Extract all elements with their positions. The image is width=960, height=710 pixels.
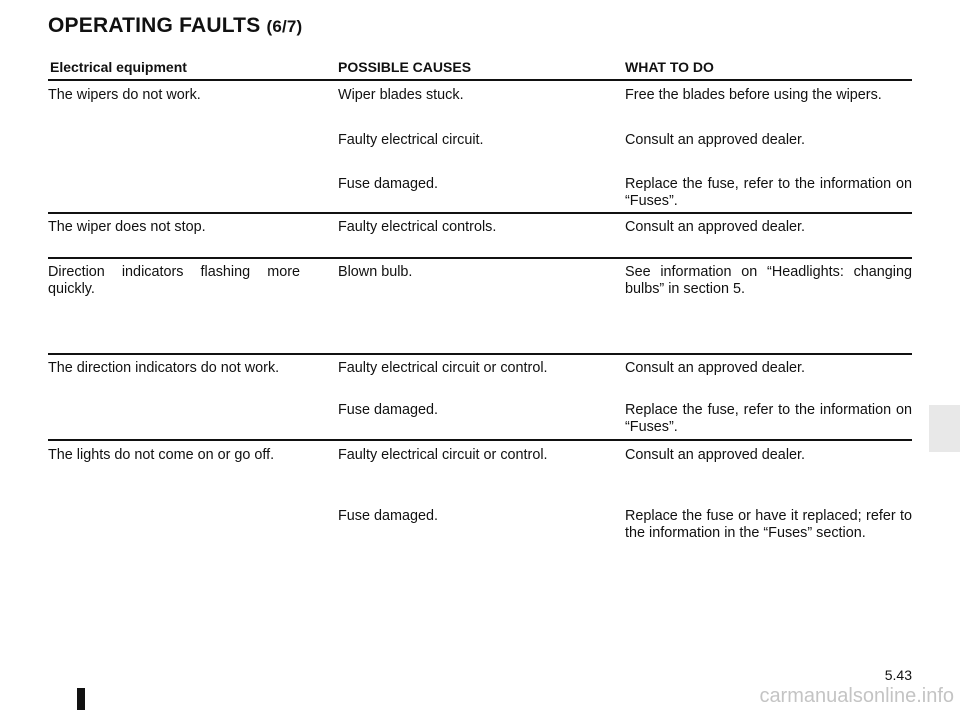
cause-cell: Faulty electrical circuit or control. (338, 360, 548, 376)
cause-cell: Faulty electrical controls. (338, 219, 497, 235)
table-row (48, 257, 912, 354)
equipment-cell: The wipers do not work. (48, 87, 201, 103)
page-title-text: OPERATING FAULTS (48, 14, 261, 37)
column-header-equipment: Electrical equipment (50, 59, 187, 75)
table-row (48, 353, 912, 440)
action-cell: Replace the fuse or have it replaced; refer to the information in the “Fuses” section. (625, 508, 912, 541)
cause-cell: Wiper blades stuck. (338, 87, 464, 103)
column-header-causes: POSSIBLE CAUSES (338, 59, 472, 75)
action-cell: Consult an approved dealer. (625, 360, 806, 376)
cause-cell: Fuse damaged. (338, 402, 438, 418)
action-cell: Consult an approved dealer. (625, 219, 806, 235)
action-cell: Replace the fuse, refer to the information on “Fuses”. (625, 176, 912, 209)
page-number: 5.43 (884, 667, 912, 683)
section-thumb-tab (929, 405, 960, 452)
equipment-cell: The direction indicators do not work. (48, 360, 280, 376)
column-header-actions: WHAT TO DO (625, 59, 714, 75)
table-row (48, 212, 912, 258)
equipment-cell: The lights do not come on or go off. (48, 447, 275, 463)
cause-cell: Fuse damaged. (338, 176, 438, 192)
page-part: (6/7) (266, 17, 303, 36)
cause-cell: Faulty electrical circuit or control. (338, 447, 548, 463)
cause-cell: Blown bulb. (338, 264, 413, 280)
page-title (48, 14, 302, 38)
action-cell: Consult an approved dealer. (625, 132, 806, 148)
equipment-cell: The wiper does not stop. (48, 219, 206, 235)
action-cell: Replace the fuse, refer to the information on “Fuses”. (625, 402, 912, 435)
action-cell: Free the blades before using the wipers. (625, 87, 882, 103)
cause-cell: Fuse damaged. (338, 508, 438, 524)
cause-cell: Faulty electrical circuit. (338, 132, 484, 148)
action-cell: Consult an approved dealer. (625, 447, 806, 463)
table-row (48, 79, 912, 213)
crop-mark (77, 688, 85, 710)
table-header (48, 59, 912, 79)
action-cell: See information on “Headlights: changing bulbs” in section 5. (625, 264, 912, 297)
equipment-cell: Direction indicators flashing more quickly. (48, 264, 300, 297)
table-row (48, 439, 912, 559)
watermark: carmanualsonline.info (759, 685, 954, 707)
